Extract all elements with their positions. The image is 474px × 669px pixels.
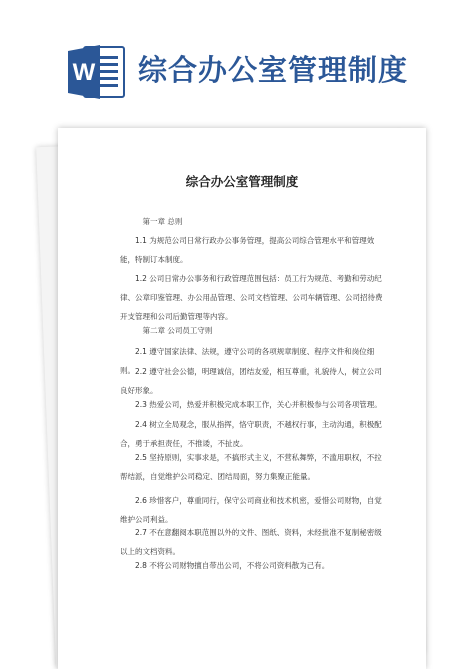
paragraph: 2.4 树立全局观念，服从指挥，恪守职责，不越权行事，主动沟通，积极配合，勇于承担责任，不推诿，不扯皮。 <box>120 420 382 448</box>
paragraph: 1.1 为规范公司日常行政办公事务管理，提高公司综合管理水平和管理效能，特制订本制度。 <box>120 236 375 264</box>
svg-text:W: W <box>72 59 96 86</box>
paragraph: 2.1 遵守国家法律、法规，遵守公司的各项规章制度、程序文件和岗位细则。 <box>120 347 375 375</box>
paragraph: 2.5 坚持原则，实事求是，不搞形式主义，不营私舞弊，不滥用职权，不拉帮结派，自觉维护公司稳定、团结局面，努力集聚正能量。 <box>120 453 382 481</box>
chapter-heading: 第二章 公司员工守则 <box>142 326 213 335</box>
header-banner <box>0 0 474 118</box>
chapter-heading: 第一章 总则 <box>142 217 183 226</box>
paragraph: 2.3 热爱公司，热爱并积极完成本职工作，关心并积极参与公司各项管理。 <box>135 400 382 409</box>
document-title: 综合办公室管理制度 <box>185 174 299 189</box>
banner-title: 综合办公室管理制度 <box>138 53 409 87</box>
paragraph: 2.6 珍惜客户，尊重同行，保守公司商业和技术机密，爱惜公司财物，自觉维护公司利益。 <box>120 496 382 524</box>
document-page <box>58 128 426 669</box>
paragraph: 2.2 遵守社会公德，明理诚信，团结友爱，相互尊重，礼貌待人，树立公司良好形象。 <box>120 367 382 395</box>
paragraph: 1.2 公司日常办公事务和行政管理范围包括：员工行为规范、考勤和劳动纪律、公章印鉴管理、办公用品管理、公司文档管理、公司车辆管理、公司招待费开支管理和公司后勤管理等内容。 <box>120 274 383 321</box>
paragraph: 2.7 不在意翻阅本职范围以外的文件、图纸、资料，未经批准不复制秘密级以上的文档资料。 <box>120 528 382 556</box>
word-document-icon <box>66 41 126 101</box>
paragraph: 2.8 不将公司财物擅自带出公司，不将公司资料散为己有。 <box>135 561 330 570</box>
